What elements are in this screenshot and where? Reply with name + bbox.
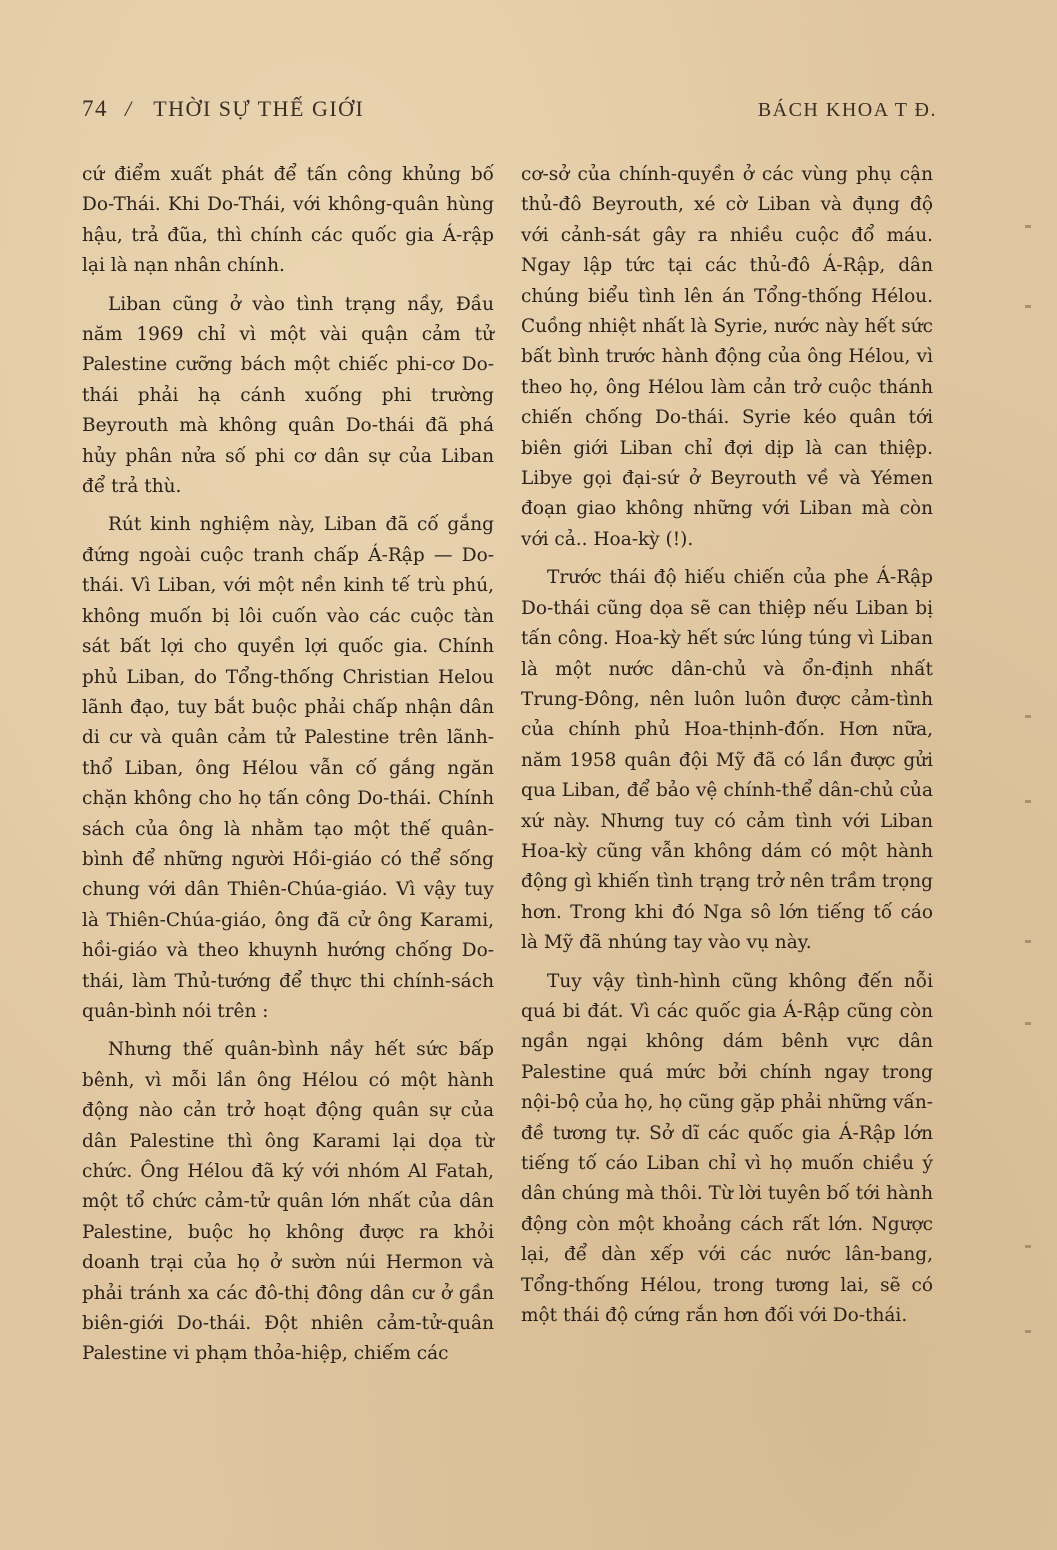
paragraph: cơ-sở của chính-quyền ở các vùng phụ cận thủ-đô Beyrouth, xé cờ Liban và đụng độ với cảnh-sát gây ra nhiều cuộc đổ máu. Ngay lập tức tại các thủ-đô Á-Rập, dân chúng biểu tình lên án Tổng-thống Hélou. Cuồng nhiệt nhất là Syrie, nước này hết sức bất bình trước hành động của ông Hélou, vì theo họ, ông Hélou làm cản trở cuộc thánh chiến chống Do-thái. Syrie kéo quân tới biên giới Liban chỉ đợi dịp là can thiệp. Libye gọi đại-sứ ở Beyrouth về và Yémen đoạn giao không những với Liban mà còn với cả.. Hoa-kỳ (!). xyxy=(521,164,933,550)
margin-mark xyxy=(1025,940,1031,943)
paragraph: Rút kinh nghiệm này, Liban đã cố gắng đứng ngoài cuộc tranh chấp Á-Rập — Do-thái. Vì Liban, với một nền kinh tế trù phú, không muốn bị lôi cuốn vào các cuộc tàn sát bất lợi cho quyền lợi quốc gia. Chính phủ Liban, do Tổng-thống Christian Helou lãnh đạo, tuy bắt buộc phải chấp nhận dân di cư và quân cảm tử Palestine trên lãnh-thổ Liban, ông Hélou vẫn cố gắng ngăn chặn không cho họ tấn công Do-thái. Chính sách của ông là nhằm tạo một thế quân-bình để những người Hồi-giáo có thể sống chung với dân Thiên-Chúa-giáo. Vì vậy tuy là Thiên-Chúa-giáo, ông đã cử ông Karami, hồi-giáo và theo khuynh hướng chống Do-thái, làm Thủ-tướng để thực thi chính-sách quân-bình nói trên : xyxy=(82,514,494,1022)
paragraph: Tuy vậy tình-hình cũng không đến nỗi quá bi đát. Vì các quốc gia Á-Rập cũng còn ngần ngại không dám bênh vực dân Palestine quá mức bởi chính ngay trong nội-bộ của họ, họ cũng gặp phải những vấn-đề tương tự. Sở dĩ các quốc gia Á-Rập lớn tiếng tố cáo Liban chỉ vì họ muốn chiều ý dân chúng mà thôi. Từ lời tuyên bố tới hành động còn một khoảng cách rất lớn. Ngược lại, để dàn xếp với các nước lân-bang, Tổng-thống Hélou, trong tương lai, sẽ có một thái độ cứng rắn hơn đối với Do-thái. xyxy=(521,970,933,1327)
margin-mark xyxy=(1025,715,1031,718)
paragraph: Nhưng thế quân-bình nầy hết sức bấp bênh, vì mỗi lần ông Hélou có một hành động nào cản trở hoạt động quân sự của dân Palestine thì ông Karami lại dọa từ chức. Ông Hélou đã ký với nhóm Al Fatah, một tổ chức cảm-tử quân lớn nhất của dân Palestine, buộc họ không được ra khỏi doanh trại của họ ở sườn núi Hermon và phải tránh xa các đô-thị đông dân cư ở gần biên-giới Do-thái. Đột nhiên cảm-tử-quân Palestine vi phạm thỏa-hiệp, chiếm các xyxy=(82,1039,494,1365)
page-number: 74 xyxy=(82,96,108,121)
header-left xyxy=(82,96,364,122)
margin-mark xyxy=(1025,1330,1031,1333)
paragraph: cứ điểm xuất phát để tấn công khủng bố Do-Thái. Khi Do-Thái, với không-quân hùng hậu, trả đũa, thì chính các quốc gia Á-rập lại là nạn nhân chính. xyxy=(82,164,494,277)
margin-mark xyxy=(1025,225,1031,228)
margin-mark xyxy=(1025,1022,1031,1025)
margin-mark xyxy=(1025,305,1031,308)
header-separator: / xyxy=(125,96,133,121)
left-column xyxy=(82,160,494,1378)
right-column xyxy=(521,160,933,1339)
paragraph: Trước thái độ hiếu chiến của phe Á-Rập Do-thái cũng dọa sẽ can thiệp nếu Liban bị tấn công. Hoa-kỳ hết sức lúng túng vì Liban là một nước dân-chủ và ổn-định nhất Trung-Đông, nên luôn luôn được cảm-tình của chính phủ Hoa-thịnh-đốn. Hơn nữa, năm 1958 quân đội Mỹ đã có lần được gửi qua Liban, để bảo vệ chính-thể dân-chủ của xứ này. Nhưng tuy có cảm tình với Liban Hoa-kỳ cũng vẫn không dám có một hành động gì khiến tình trạng trở nên trầm trọng hơn. Trong khi đó Nga sô lớn tiếng tố cáo là Mỹ đã nhúng tay vào vụ này. xyxy=(521,567,933,954)
margin-mark xyxy=(1025,1245,1031,1248)
publication-title: BÁCH KHOA T Đ. xyxy=(757,99,937,121)
margin-mark xyxy=(1025,800,1031,803)
section-title: THỜI SỰ THẾ GIỚI xyxy=(153,96,365,121)
paragraph: Liban cũng ở vào tình trạng nầy, Đầu năm 1969 chỉ vì một vài quận cảm tử Palestine cưỡng bách một chiếc phi-cơ Do-thái phải hạ cánh xuống phi trường Beyrouth mà không quân Do-thái đã phá hủy phân nửa số phi cơ dân sự của Liban để trả thù. xyxy=(82,293,494,498)
running-header xyxy=(82,96,937,122)
